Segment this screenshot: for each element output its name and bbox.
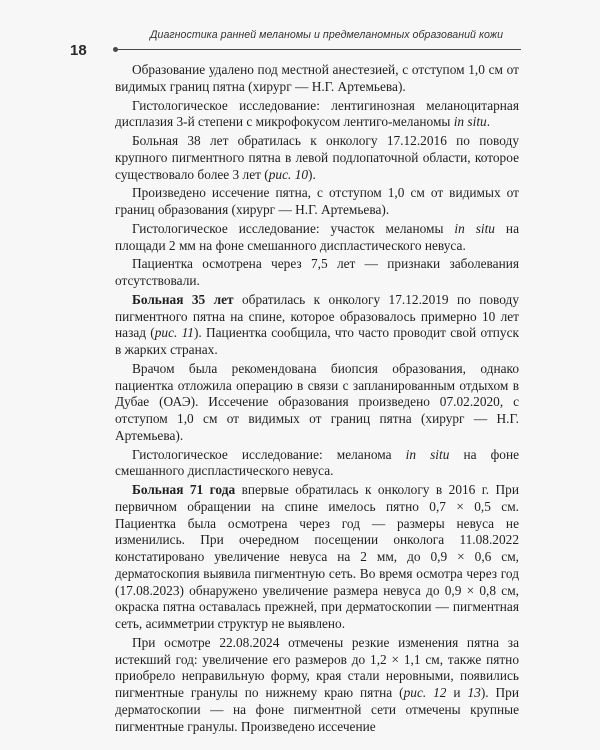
italic-text: in situ — [454, 220, 495, 236]
bold-text: Больная 35 лет — [132, 291, 234, 307]
text-run: Врачом была рекомендована биопсия образования, однако пациентка отложила операцию в связи с запланированным отдыхом в Дубае (ОАЭ). Иссечение образования произведено 07.02.2020, с отступом 1,0 см от видимых от границ пятна (хирург — Н.Г. Артемьева). — [115, 360, 519, 443]
italic-text: рис. 11 — [154, 325, 194, 341]
header-rule — [116, 49, 521, 50]
text-run: впервые обратилась к онкологу в 2016 г. При первичном обращении на спине имелось пятно 0,7 × 0,5 см. Пациентка была осмотрена через год — размеры невуса не изменились. При очередном посещении онколога 11.08.2022 констатировано увеличение невуса на 2 мм, до 0,9 × 0,6 см, дерматоскопия выявила пигментную сеть. Во время осмотра через год (17.08.2023) обнаружено увеличение размера невуса до 0,9 × 0,8 см, окраска пятна оставалась прежней, при дерматоскопии — пигментная сеть, асимметрии структур не выявлено. — [115, 482, 519, 631]
paragraph — [115, 256, 519, 290]
text-run: обратилась к онкологу 17.12.2019 по поводу пигментного пятна на спине, которое образовалось примерно 10 лет назад ( — [115, 291, 520, 341]
text-run: При осмотре 22.08.2024 отмечены резкие изменения пятна за истекший год: увеличение его размеров до 1,2 × 1,1 см, также пятно приобрело неправильную форму, края стали неровными, появились пигментные гранулы по нижнему краю пятна ( — [115, 634, 519, 700]
text-run: Произведено иссечение пятна, с отступом 1,0 см от видимых от границ образования (хирург — Н.Г. Артемьева). — [115, 185, 519, 217]
text-run: ). Пациентка сообщила, что часто проводит свой отпуск в жарких странах. — [115, 325, 519, 357]
text-run: Гистологическое исследование: меланома — [132, 446, 406, 462]
body-text — [115, 62, 519, 737]
paragraph — [115, 635, 519, 736]
paragraph — [115, 447, 519, 481]
bold-text: Больная 71 года — [132, 482, 236, 497]
text-run: ). При дерматоскопии — на фоне пигментной сети отмечены крупные пигментные гранулы. Произведено иссечение — [115, 685, 519, 734]
running-title: Диагностика ранней меланомы и предмеланомных образований кожи — [150, 29, 504, 41]
paragraph — [115, 292, 519, 359]
italic-text: рис. 10 — [268, 166, 309, 182]
paragraph — [115, 98, 519, 132]
paragraph — [115, 185, 519, 219]
text-run: на площади 2 мм на фоне смешанного диспластического невуса. — [115, 220, 519, 253]
text-run: Гистологическое исследование: лентигинозная меланоцитарная дисплазия 3-й степени с микрофокусом лентиго-меланомы — [115, 97, 519, 130]
paragraph — [115, 361, 519, 445]
paragraph — [115, 62, 519, 96]
italic-text: рис. 12 — [403, 685, 447, 700]
paragraph — [115, 482, 519, 633]
text-run: Пациентка осмотрена через 7,5 лет — признаки заболевания отсутствовали. — [115, 256, 519, 288]
text-run: ). — [308, 166, 316, 182]
text-run: Гистологическое исследование: участок меланомы — [132, 220, 455, 236]
text-run: Образование удалено под местной анестезией, с отступом 1,0 см от видимых границ пятна (хирург — Н.Г. Артемьева). — [115, 62, 519, 94]
paragraph — [115, 221, 519, 255]
header-rule-dot — [113, 47, 118, 52]
text-run: . — [486, 114, 491, 130]
text-run: Больная 38 лет обратилась к онкологу 17.12.2016 по поводу крупного пигментного пятна в левой подлопаточной области, которое существовало более 3 лет ( — [115, 133, 519, 182]
italic-text: in situ — [405, 446, 450, 462]
page-number: 18 — [70, 42, 87, 59]
paragraph — [115, 133, 519, 183]
italic-text: in situ — [453, 114, 487, 130]
text-run: и — [446, 685, 468, 700]
text-run: на фоне смешанного диспластического невуса. — [115, 446, 520, 479]
italic-text: 13 — [467, 685, 481, 700]
